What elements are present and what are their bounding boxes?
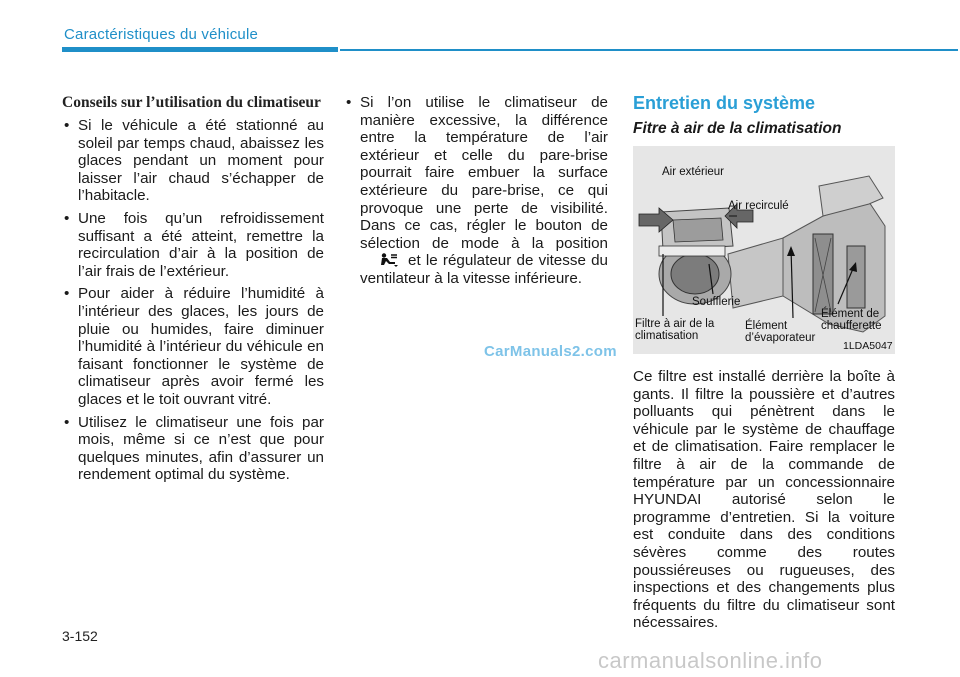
tip-item-2: • Une fois qu’un refroidissement suffisant a été atteint, remettre la recirculation d’air à la position de l’air frais de l’extérieur. (62, 210, 324, 280)
tip-item-5 (344, 94, 608, 288)
label-air-exterieur: Air extérieur (662, 166, 724, 178)
section-title: Entretien du système (633, 93, 816, 113)
hvac-diagram (633, 146, 895, 354)
header-rule-thin (340, 49, 958, 51)
tip-item-5-part1: Si l’on utilise le climatiseur de manière excessive, la différence entre la température de l’air extérieur et celle du pare-brise pourrait faire embuer la surface extérieure du pare-brise, ce qui provoque une perte de visibilité. Dans ce cas, régler le bouton de sélection de mode à la position (360, 94, 608, 252)
tips-list-continued (344, 94, 608, 288)
tips-heading: Conseils sur l’utilisation du climatiseur (62, 94, 321, 111)
page-section-title: Caractéristiques du véhicule (64, 26, 259, 43)
subsection-title: Fitre à air de la climatisation (633, 120, 842, 137)
filter-paragraph: Ce filtre est installé derrière la boîte à gants. Il filtre la poussière et d’autres polluants qui pénètrent dans le véhicule par le système de chauffage et de climatisation. Faire remplacer le filtre à air de la commande de température par un concessionnaire HYUNDAI autorisé selon le programme d’entretien. Si la voiture est conduite dans des conditions sévères comme des routes poussiéreuses ou rugueuses, des inspections et des changements plus fréquents du filtre du climatiseur sont nécessaires. (633, 368, 895, 632)
watermark-carmanuals2: CarManuals2.com (484, 343, 617, 360)
tip-item-4: • Utilisez le climatiseur une fois par mois, même si ce n’est que pour quelques minutes, afin d’assurer un rendement optimal du système. (62, 414, 324, 484)
label-element-evaporateur: Élément d’évaporateur (745, 320, 816, 344)
tip-item-3: • Pour aider à réduire l’humidité à l’intérieur des glaces, les jours de pluie ou humides, faire diminuer l’humidité à l’intérieur du véhicule en faisant fonctionner le système de climatiseur après avoir fermé les glaces et le toit ouvrant vitré. (62, 285, 324, 408)
label-filtre: Filtre à air de la climatisation (635, 318, 715, 342)
label-air-recircule: Air recirculé (728, 200, 789, 212)
label-soufflerie: Soufflerie (692, 296, 741, 308)
tip-item-1: • Si le véhicule a été stationné au soleil par temps chaud, abaissez les glaces pendant un moment pour laisser l’air chaud s’échapper de l’habitacle. (62, 117, 324, 205)
tips-list (62, 117, 324, 484)
column-tips (62, 94, 324, 489)
tip-item-5-part2: et le régulateur de vitesse du ventilateur à la vitesse inférieure. (360, 252, 608, 287)
header-rule-thick (62, 47, 338, 52)
floor-defrost-mode-icon (378, 253, 400, 267)
label-element-chaufferette: Élément de chaufferette (821, 308, 882, 332)
column-maintenance (633, 92, 895, 632)
column-tips-continued (344, 94, 608, 293)
page-number: 3-152 (62, 628, 98, 644)
figure-code: 1LDA5047 (843, 340, 893, 352)
watermark-carmanualsonline: carmanualsonline.info (598, 648, 823, 673)
